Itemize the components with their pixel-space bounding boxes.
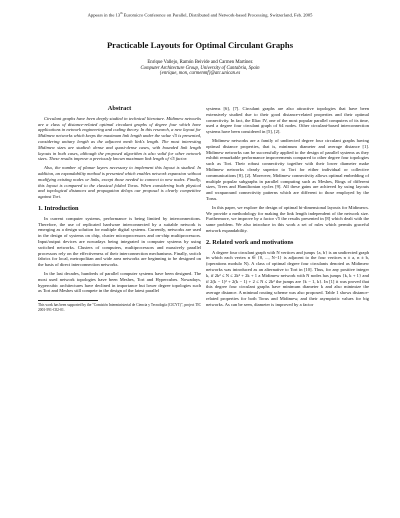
- footnote: This work has been supported by the "Comisión Interministerial de Ciencia y Tecnología (CICYT)", project TIC 2001-591-C02-01.: [38, 303, 201, 312]
- body-paragraph: systems [6], [7]. Circulant graphs are also attractive topologies that have been extensively studied due to their good distance-related properties and their optimal connectivity. In fact, the Illiac IV, one of the most popular parallel computers of its time, used a degree four circulant graph of 64 nodes. Other circulant-based interconnection systems have been considered in [5], [2].: [206, 106, 369, 135]
- author-names: Enrique Vallejo, Ramón Beivide and Carmen Martínez: [147, 60, 253, 65]
- abstract-paragraph: Also, the number of planar layers necessary to implement this layout is studied. In addition, an expandability method is presented which enables network expansion without modifying existing nodes or links, except those needed to connect to new nodes. Finally, this layout is compared to the classical folded Torus. When considering both physical and topological distances and propagation delays our proposal is clearly competitive against Tori.: [38, 165, 201, 200]
- conference-header: [0, 10, 400, 19]
- body-paragraph: A degree four circulant graph with N vertices and jumps {a, b} is an undirected graph in which each vertex n ∈ {0, ..., N−1} is adjacent to the four vertices n ± a, n ± b, (operations modulo N). A class of optimal degree four circulants denoted as Midimew networks was introduced as an alternative to Tori in [10]. Thus, for any positive integer k, if 2k² ≤ N ≤ 2k² + 2k + 1 a Midimew network with N nodes has jumps {k, k + 1} and if 2(k − 1)² + 2(k − 1) + 2 ≤ N ≤ 2k² the jumps are {k − 1, k}. In [1] it was proved that this degree four circulant graphs have minimum diameter k and also minimize the average distance. A minimal routing scheme was also proposed. Table 1 shows distance-related properties for both Torus and Midimew, and their asymptotic values for big networks. As can be seen, diameter is improved by a factor: [206, 249, 369, 307]
- body-paragraph: In this paper, we explore the design of optimal bi-dimensional layouts for Midimews. We provide a methodology for making the link length independent of the network size. Furthermore, we improve by a factor √5 the results presented in [8] which dealt with the same problem. We also introduce in this work a set of rules which permits graceful network expandability.: [206, 204, 369, 233]
- header-prefix: Appears in the 13: [87, 12, 121, 18]
- right-column: [206, 106, 369, 311]
- author-affiliation: Computer Architecture Group, University of Cantabria, Spain: [140, 65, 260, 71]
- author-emails: {enrique, mon, carmenmf}@atc.unican.es: [159, 71, 241, 77]
- abstract-paragraph: Circulant graphs have been deeply studied in technical literature. Midimew networks are a class of distance-related optimal circulant graphs of degree four which have applications in network engineering and coding theory. In this research, a new layout for Midimew networks which keeps the maximum link length under the value √5 is presented, considering unitary length as the adjacent mesh link's length. The most interesting Midimew sizes are studied: dense and quasi-dense cases, with bounded link length layouts in both cases, although the proposed algorithm is also valid for other network sizes. These results improve a previously known maximum link length of √5 factor.: [38, 115, 201, 162]
- footnote-rule: [38, 300, 98, 301]
- left-column: [38, 106, 201, 312]
- header-suffix: Euromicro Conference on Parallel, Distributed and Network-based Processing. Switzerland, Feb. 2005: [122, 12, 313, 18]
- abstract: [38, 116, 201, 200]
- body-paragraph: In the last decades, hundreds of parallel computer systems have been designed. The most used network topologies have been Meshes, Tori and Hypercubes. Nowadays, hypercubic architectures have declined in importance but lower degree topologies such as Tori and Meshes still compete in the design of the latest parallel: [38, 270, 201, 294]
- section-heading-related-work: 2. Related work and motivations: [206, 238, 294, 246]
- author-block: [0, 60, 400, 77]
- body-paragraph: In current computer systems, performance is being limited by interconnections. Therefore, the use of replicated hardware interconnected by a suitable network is emerging as a design solution for multiple digital systems. Currently, networks are used in the design of systems on chip, cluster microprocessors and on-chip multiprocessors. Input/output devices are nowadays being integrated in computer systems by using switched networks. Clusters of computers, multiprocessors and massively parallel processors rely on the effectiveness of their interconnection mechanisms. Finally, switch fabrics for local, metropolitan and wide area networks are beginning to be designed on the basis of direct interconnection networks.: [38, 215, 201, 268]
- body-paragraph: Midimew networks are a family of undirected degree four circulant graphs having optimal distance properties, that is, minimum diameter and average distance [1]. Midimew networks can be successfully applied to the design of parallel systems as they exhibit remarkable performance improvements compared to other degree four topologies such as Tori. Their robust connectivity together with their lower diameter make Midimew networks clearly superior to Tori for either individual or collective communications [8], [2]. Moreover, Midimew connectivity allows optimal embedding of multiple popular subgraphs in parallel computing such as Meshes, Rings of different sizes, Trees and Hamiltonian cycles [9]. All these gains are achieved by using layouts and wraparound connectivity patterns which are different to those employed by the Torus.: [206, 137, 369, 201]
- paper-title: Practicable Layouts for Optimal Circulant Graphs: [106, 40, 294, 50]
- abstract-heading: Abstract: [107, 105, 132, 112]
- header-superscript: th: [120, 11, 123, 15]
- section-heading-introduction: 1. Introduction: [38, 204, 79, 212]
